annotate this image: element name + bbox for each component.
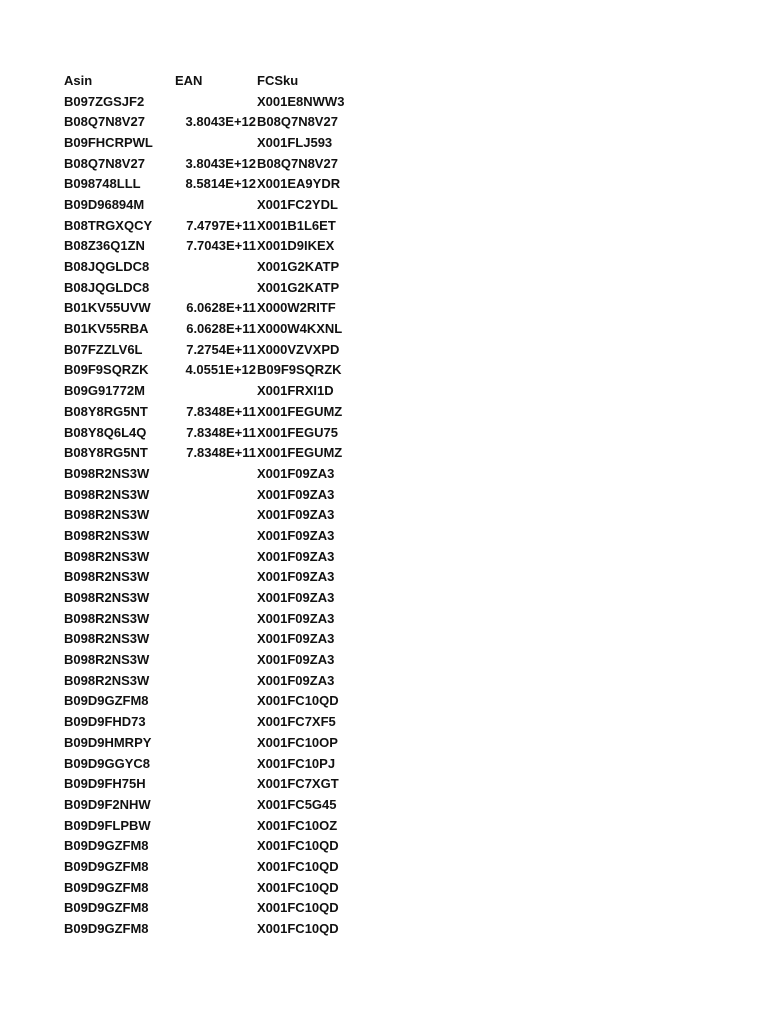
cell-asin: B098748LLL bbox=[64, 176, 141, 192]
table-row bbox=[64, 504, 367, 525]
cell-asin: B098R2NS3W bbox=[64, 652, 150, 668]
cell-ean: 6.0628E+11 bbox=[186, 321, 256, 337]
cell-asin: B01KV55UVW bbox=[64, 300, 151, 316]
table-row bbox=[64, 277, 367, 298]
cell-fcsku: X001FC10OZ bbox=[257, 817, 338, 833]
cell-fcsku: X001F09ZA3 bbox=[257, 569, 335, 585]
cell-fcsku: X000W4KXNL bbox=[257, 321, 343, 337]
cell-asin: B08JQGLDC8 bbox=[64, 279, 150, 295]
header-asin: Asin bbox=[64, 72, 93, 88]
table-row bbox=[64, 111, 367, 132]
cell-asin: B08Y8Q6L4Q bbox=[64, 424, 147, 440]
table-row bbox=[64, 463, 367, 484]
table-row bbox=[64, 608, 367, 629]
cell-fcsku: X001FLJ593 bbox=[257, 134, 333, 150]
table-row bbox=[64, 215, 367, 236]
cell-asin: B09D96894M bbox=[64, 196, 145, 212]
cell-asin: B09D9FLPBW bbox=[64, 817, 151, 833]
table-row bbox=[64, 918, 367, 939]
data-sheet bbox=[64, 70, 367, 939]
table-row bbox=[64, 442, 367, 463]
cell-ean: 7.8348E+11 bbox=[186, 424, 256, 440]
table-row bbox=[64, 629, 367, 650]
cell-asin: B09D9GZFM8 bbox=[64, 858, 149, 874]
cell-asin: B09D9GZFM8 bbox=[64, 900, 149, 916]
cell-fcsku: B08Q7N8V27 bbox=[257, 155, 338, 171]
cell-ean: 7.8348E+11 bbox=[186, 403, 256, 419]
table-row bbox=[64, 360, 367, 381]
table-row bbox=[64, 380, 367, 401]
table-row bbox=[64, 484, 367, 505]
table-row bbox=[64, 711, 367, 732]
cell-ean: 8.5814E+12 bbox=[185, 176, 256, 192]
cell-asin: B097ZGSJF2 bbox=[64, 93, 145, 109]
table-row bbox=[64, 649, 367, 670]
table-row bbox=[64, 256, 367, 277]
cell-fcsku: X001D9IKEX bbox=[257, 238, 335, 254]
table-row bbox=[64, 546, 367, 567]
cell-asin: B098R2NS3W bbox=[64, 610, 150, 626]
cell-asin: B08Y8RG5NT bbox=[64, 403, 148, 419]
cell-asin: B09D9GZFM8 bbox=[64, 879, 149, 895]
cell-fcsku: X001F09ZA3 bbox=[257, 527, 335, 543]
header-fcsku: FCSku bbox=[257, 72, 299, 88]
cell-asin: B08Q7N8V27 bbox=[64, 114, 145, 130]
cell-asin: B08Y8RG5NT bbox=[64, 445, 148, 461]
table-row bbox=[64, 298, 367, 319]
cell-asin: B09D9FH75H bbox=[64, 776, 146, 792]
cell-asin: B098R2NS3W bbox=[64, 465, 150, 481]
cell-asin: B09FHCRPWL bbox=[64, 134, 153, 150]
table-row bbox=[64, 422, 367, 443]
cell-fcsku: B08Q7N8V27 bbox=[257, 114, 338, 130]
table-row bbox=[64, 835, 367, 856]
cell-fcsku: X001F09ZA3 bbox=[257, 610, 335, 626]
cell-asin: B08TRGXQCY bbox=[64, 217, 153, 233]
cell-asin: B098R2NS3W bbox=[64, 486, 150, 502]
cell-fcsku: X001EA9YDR bbox=[257, 176, 341, 192]
table-row bbox=[64, 91, 367, 112]
table-row bbox=[64, 898, 367, 919]
cell-fcsku: X001F09ZA3 bbox=[257, 507, 335, 523]
cell-fcsku: X001F09ZA3 bbox=[257, 631, 335, 647]
cell-fcsku: X001FC5G45 bbox=[257, 796, 337, 812]
cell-fcsku: X001F09ZA3 bbox=[257, 590, 335, 606]
cell-asin: B08Z36Q1ZN bbox=[64, 238, 145, 254]
cell-fcsku: X001FC7XF5 bbox=[257, 714, 336, 730]
cell-fcsku: X001FC10QD bbox=[257, 693, 339, 709]
cell-asin: B08JQGLDC8 bbox=[64, 259, 150, 275]
cell-fcsku: X001F09ZA3 bbox=[257, 652, 335, 668]
cell-asin: B098R2NS3W bbox=[64, 507, 150, 523]
cell-asin: B098R2NS3W bbox=[64, 590, 150, 606]
table-row bbox=[64, 525, 367, 546]
cell-asin: B098R2NS3W bbox=[64, 631, 150, 647]
cell-asin: B09F9SQRZK bbox=[64, 362, 149, 378]
cell-ean: 7.2754E+11 bbox=[186, 341, 256, 357]
cell-fcsku: X001FC10QD bbox=[257, 838, 339, 854]
cell-fcsku: X001G2KATP bbox=[257, 279, 340, 295]
cell-fcsku: X001F09ZA3 bbox=[257, 548, 335, 564]
table-row bbox=[64, 194, 367, 215]
cell-ean: 6.0628E+11 bbox=[186, 300, 256, 316]
table-row bbox=[64, 815, 367, 836]
cell-fcsku: X001FRXI1D bbox=[257, 383, 334, 399]
table-row bbox=[64, 236, 367, 257]
cell-fcsku: X001F09ZA3 bbox=[257, 672, 335, 688]
cell-ean: 4.0551E+12 bbox=[185, 362, 256, 378]
cell-ean: 7.4797E+11 bbox=[186, 217, 256, 233]
cell-fcsku: X001FC10OP bbox=[257, 734, 338, 750]
table-row bbox=[64, 132, 367, 153]
table-row bbox=[64, 691, 367, 712]
cell-asin: B09D9FHD73 bbox=[64, 714, 146, 730]
table-row bbox=[64, 670, 367, 691]
cell-ean: 3.8043E+12 bbox=[185, 155, 256, 171]
table-row bbox=[64, 877, 367, 898]
cell-fcsku: X001FC10QD bbox=[257, 879, 339, 895]
table-row bbox=[64, 856, 367, 877]
cell-fcsku: X000VZVXPD bbox=[257, 341, 340, 357]
cell-fcsku: X001F09ZA3 bbox=[257, 465, 335, 481]
cell-fcsku: X001FC7XGT bbox=[257, 776, 339, 792]
cell-fcsku: X001F09ZA3 bbox=[257, 486, 335, 502]
cell-fcsku: B09F9SQRZK bbox=[257, 362, 342, 378]
cell-asin: B09G91772M bbox=[64, 383, 145, 399]
cell-fcsku: X001E8NWW3 bbox=[257, 93, 345, 109]
cell-ean: 3.8043E+12 bbox=[185, 114, 256, 130]
table-row bbox=[64, 567, 367, 588]
cell-fcsku: X001FC10QD bbox=[257, 900, 339, 916]
table-row bbox=[64, 773, 367, 794]
table-row bbox=[64, 587, 367, 608]
table-row bbox=[64, 339, 367, 360]
cell-fcsku: X001FC10QD bbox=[257, 921, 339, 937]
cell-fcsku: X001FEGUMZ bbox=[257, 445, 343, 461]
cell-fcsku: X001FC10QD bbox=[257, 858, 339, 874]
table-header-row bbox=[64, 70, 367, 91]
cell-fcsku: X001FC10PJ bbox=[257, 755, 336, 771]
cell-fcsku: X001FEGUMZ bbox=[257, 403, 343, 419]
cell-asin: B09D9GZFM8 bbox=[64, 838, 149, 854]
cell-asin: B098R2NS3W bbox=[64, 569, 150, 585]
header-ean: EAN bbox=[175, 72, 203, 88]
cell-fcsku: X001G2KATP bbox=[257, 259, 340, 275]
table-body bbox=[64, 91, 367, 939]
cell-asin: B07FZZLV6L bbox=[64, 341, 143, 357]
table-row bbox=[64, 753, 367, 774]
cell-ean: 7.8348E+11 bbox=[186, 445, 256, 461]
cell-asin: B098R2NS3W bbox=[64, 548, 150, 564]
cell-fcsku: X001FEGU75 bbox=[257, 424, 338, 440]
cell-asin: B08Q7N8V27 bbox=[64, 155, 145, 171]
cell-asin: B098R2NS3W bbox=[64, 527, 150, 543]
cell-asin: B09D9F2NHW bbox=[64, 796, 151, 812]
cell-fcsku: X000W2RITF bbox=[257, 300, 336, 316]
cell-fcsku: X001B1L6ET bbox=[257, 217, 336, 233]
table-row bbox=[64, 401, 367, 422]
cell-asin: B09D9HMRPY bbox=[64, 734, 152, 750]
cell-fcsku: X001FC2YDL bbox=[257, 196, 338, 212]
cell-asin: B01KV55RBA bbox=[64, 321, 149, 337]
cell-asin: B09D9GGYC8 bbox=[64, 755, 150, 771]
cell-asin: B098R2NS3W bbox=[64, 672, 150, 688]
table-row bbox=[64, 318, 367, 339]
cell-ean: 7.7043E+11 bbox=[186, 238, 256, 254]
table-row bbox=[64, 794, 367, 815]
cell-asin: B09D9GZFM8 bbox=[64, 921, 149, 937]
cell-asin: B09D9GZFM8 bbox=[64, 693, 149, 709]
table-row bbox=[64, 173, 367, 194]
table-row bbox=[64, 732, 367, 753]
table-row bbox=[64, 153, 367, 174]
